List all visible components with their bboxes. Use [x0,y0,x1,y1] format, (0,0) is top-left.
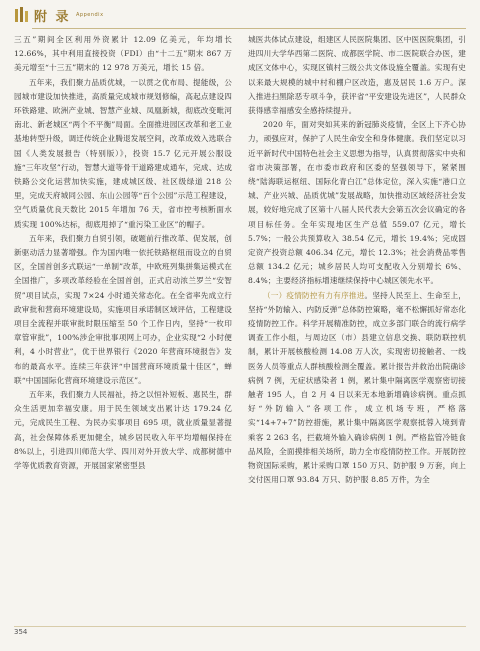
paragraph: 五年来，我们聚力自贸引领，破题前行推改革、促发展，创新驱动活力显著增强。作为国内唯一依托铁路枢纽而设立的自贸区，全国首创多式联运“一单制”改革，中欧班列集拼集运模式在全国推广，多项改革经验在全国首创，正式启动浓兰罗兰“安智贸”项目试点，实现 7×24 小时通关常态化。在全省率先成立行政审批和营商环境建设局，实施项目承诺制区域评估，工程建设项目全流程并联审批时限压缩至 50 个工作日内，坚持“一枚印章管审批”，100%涉企审批事项网上可办，企业实现“2 小时便利，4 小时营业”，优于世界银行《2020 年营商环境报告》发布的最高水平。连续三年获评“中国营商环境质量十佳区”，蝉联“中国国际化营商环境建设示范区”。 [14,233,232,385]
section-title: 附 录 [34,10,71,25]
right-column [248,33,466,618]
page-header [14,4,466,30]
page-footer [14,626,466,642]
body-columns [14,33,466,618]
page-number: 354 [14,628,28,636]
paragraph: 城医共体试点建设，组建区人民医院集团、区中医医院集团，引进四川大学华西第二医院、成都医学院、市二医院联合办医，建成区文体中心，实现区镇村三级公共文体设施全覆盖。实现有史以来最大规模的城中村和棚户区改造，惠及居民 1.6 万户。深入推进扫黑除恶专项斗争，获评省“平安建设先进区”，人民群众获得感幸福感安全感持续提升。 [248,35,466,116]
paragraph: 五年来，我们聚力人民福祉，持之以恒补短板、惠民生，群众生活更加幸福安康。用于民生领域支出累计达 179.24 亿元，完成民生工程、为民办实事项目 695 项，就业质量显著提高，社会保障体系更加健全，城乡居民收入年平均增幅保持在 8%以上，引进四川师范大学、四川对外开放大学、成都树德中学等优质教育资源，开展国家紧密型县 [14,390,232,471]
header-divider [32,28,466,29]
left-column [14,33,232,618]
paragraph [248,289,466,488]
paragraph-text: 。坚持人民至上、生命至上，坚持“外防输入、内防反弹”总体防控策略，毫不松懈抓好常态化疫情防控工作。科学开展精准防控，成立多部门联合的流行病学调查工作小组，与周边区（市）县建立信息交换、联防联控机制，累计开展核酸检测 14.08 万人次，实现密切接触者、一线医务人员等重点人群核酸检测全覆盖。累计报告并救治出院确诊病例 7 例，无症状感染者 1 例，累计集中隔离医学观察密切接触者 195 人，自 2 月 4 日以来无本地新增确诊病例。重点抓好“外防输入”各项工作，成立机场专班，严格落实“14+7+7”防控措施，累计集中隔离医学观察抵蓉入境到青乘客 2 263 名，拦截境外输入确诊病例 1 例。严格监管冷链食品风险，全面摸排相关场所，助力全市疫情防控工作。开展防控物资国际采购，累计采购口罩 150 万只、防护服 9 万套，向上交付医用口罩 93.84 万只、防护服 8.85 万件，为全 [248,290,466,485]
paragraph: 三五”期间全区利用外资累计 12.09 亿美元，年均增长 12.66%，其中利用直接投资（FDI）由“十二五”期末 867 万美元增至“十三五”期末的 12 978 万美元，增长 15 倍。 [14,35,232,73]
section-heading: （一）疫情防控有力有序推进 [263,290,365,300]
gold-emblem-icon [14,6,30,24]
footer-divider [14,626,466,627]
paragraph: 五年来，我们聚力品质优城，一以贯之优布局、提能级，公园城市建设加快推进，高质量完成城市规划修编，高起点建设四环铁路建、欧洲产业城、智慧产业城、凤凰新城，彻底改变毗河南北、新老城区“两个不平衡”局面。全面推进园区改革和老工业基地转型升级，调迁传统企业腾退发展空间，改革成效入选联合国《人类发展报告（特别版）》，投资 15.7 亿元开展公服设施“三年攻坚”行动，智慧大道等骨干道路建成通车，完成、达成铁路公交化运营加快实施，建成城区级、社区级绿道 218 公里，完成天府城同公园、东山公园等“百个公园”示范工程建设，空气质量优良天数比 2015 年增加 76 天，省市控考核断面水质实现 100%达标，彻底甩掉了“重污染工业区”的帽子。 [14,77,232,229]
paragraph: 2020 年，面对突如其来的新冠肺炎疫情，全区上下齐心协力，顽强应对，保护了人民生命安全和身体健康。我们坚定以习近平新时代中国特色社会主义思想为指导，认真贯彻落实中央和省市决策部署，在市委市政府和区委的坚强领导下，紧紧围绕“陆海联运枢纽、国际化青白江”总体定位，深入实施“港口立城、产业兴城、品质优城”发展战略，加快推动区域经济社会发展，较好地完成了区第十八届人民代表大会第五次会议确定的各项目标任务。全年实现地区生产总值 559.07 亿元，增长 5.7%；一般公共预算收入 38.54 亿元，增长 19.4%；完成固定资产投资总额 406.34 亿元，增长 12.3%；社会消费品零售总额 134.2 亿元；城乡居民人均可支配收入分别增长 6%、8.4%；主要经济指标增速继续保持中心城区领先水平。 [248,120,466,286]
section-subtitle: Appendix [76,12,104,18]
